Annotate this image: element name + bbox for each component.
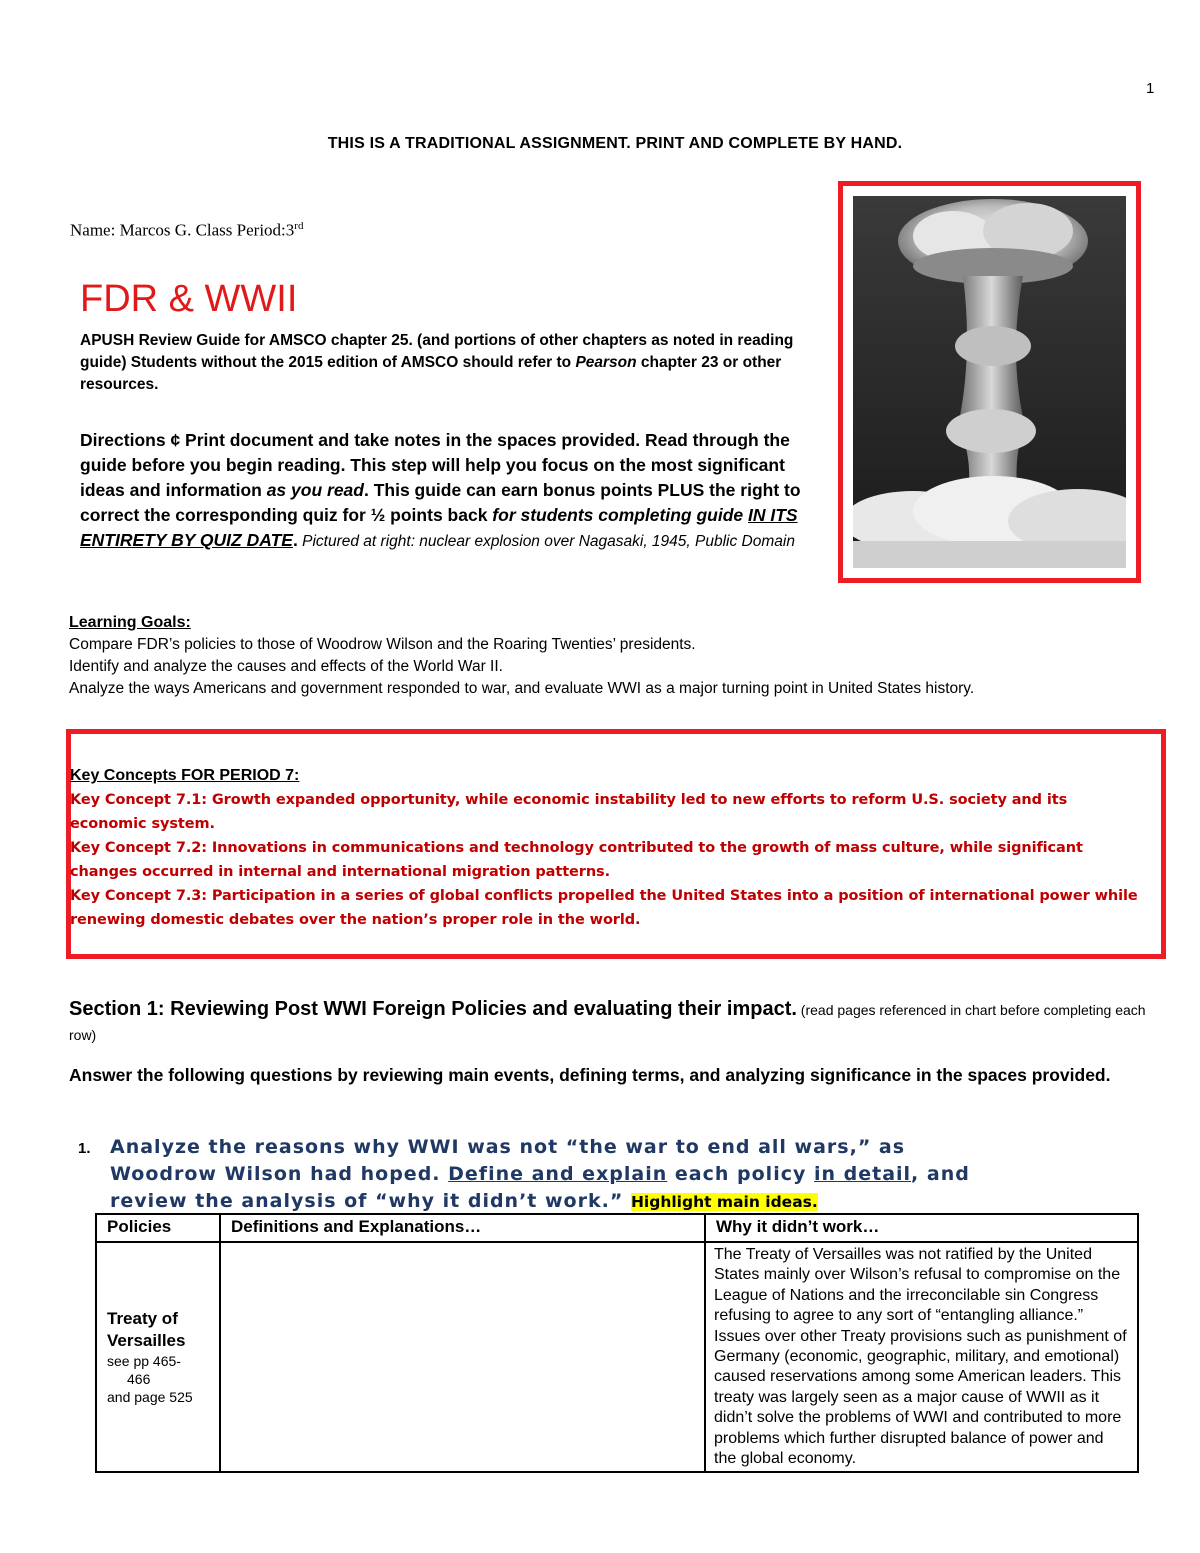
question-underline: Define and explain	[448, 1163, 668, 1185]
directions-italic: as you read	[266, 480, 364, 500]
section-note: (read pages referenced in chart before completing each row)	[69, 1002, 1146, 1043]
section-heading	[69, 997, 1159, 1047]
column-header-definitions: Definitions and Explanations…	[220, 1214, 705, 1242]
intro-text: APUSH Review Guide for AMSCO chapter 25. (and portions of other chapters as noted in reading guide) Students without the 2015 edition of AMSCO should refer to	[80, 332, 794, 371]
table-row	[96, 1242, 1138, 1472]
policy-name: Treaty of Versailles	[107, 1309, 186, 1351]
column-header-policies: Policies	[96, 1214, 220, 1242]
policy-reference: 466	[127, 1371, 151, 1388]
highlight-label: Highlight main ideas.	[630, 1193, 818, 1211]
directions-text-2: . This guide can earn bonus points PLUS the right to correct the corresponding quiz for ½ points back	[80, 480, 801, 525]
name-text: Name: Marcos G. Class Period:3	[70, 220, 295, 240]
learning-goals	[69, 612, 1169, 700]
table-header-row	[96, 1214, 1138, 1242]
photo-frame	[838, 181, 1141, 583]
key-concepts	[70, 764, 1140, 932]
period-suffix: rd	[294, 220, 304, 232]
why-cell: The Treaty of Versailles was not ratified by the United States mainly over Wilson’s refusal to compromise on the League of Nations and the irreconcilable sin Congress refusing to agree to any sort of “entangling alliance.” Issues over other Treaty provisions such as punishment of Germany (economic, geographic, military, and emotional) caused reservations among some American leaders. This treaty was largely seen as a major cause of WWII as it didn’t solve the problems of WWI and contributed to more problems which further disrupted balance of power and the global economy.	[705, 1242, 1138, 1472]
photo-caption: Pictured at right: nuclear explosion over Nagasaki, 1945, Public Domain	[297, 533, 795, 550]
answer-instructions: Answer the following questions by reviewing main events, defining terms, and analyzing significance in the spaces provided.	[69, 1065, 1111, 1085]
policies-table	[95, 1213, 1139, 1473]
question-number: 1.	[78, 1140, 91, 1157]
question-1	[110, 1134, 1010, 1216]
assignment-banner: THIS IS A TRADITIONAL ASSIGNMENT. PRINT AND COMPLETE BY HAND.	[327, 135, 903, 152]
student-name-line	[70, 220, 303, 241]
column-header-why: Why it didn’t work…	[705, 1214, 1138, 1242]
key-concept-item: Key Concept 7.3: Participation in a series of global conflicts propelled the United States into a position of international power while renewing domestic debates over the nation’s proper role in the world.	[70, 888, 1138, 928]
directions-deadline: IN ITS ENTIRETY BY QUIZ DATE	[80, 505, 798, 550]
question-text: Analyze the reasons why WWI was not “the war to end all wars,” as Woodrow Wilson had hoped.	[110, 1136, 906, 1185]
intro-italic: Pearson	[575, 354, 637, 371]
page-title: FDR & WWII	[80, 278, 298, 320]
learning-goal-item: Identify and analyze the causes and effects of the World War II.	[69, 658, 503, 675]
learning-goal-item: Analyze the ways Americans and government responded to war, and evaluate WWI as a major turning point in United States history.	[69, 680, 975, 697]
section-title: Section 1: Reviewing Post WWI Foreign Policies and evaluating their impact.	[69, 998, 797, 1020]
key-concepts-heading: Key Concepts FOR PERIOD 7:	[70, 767, 300, 784]
directions-paragraph	[80, 428, 815, 554]
learning-goals-heading: Learning Goals:	[69, 614, 191, 631]
learning-goal-item: Compare FDR’s policies to those of Woodrow Wilson and the Roaring Twenties’ presidents.	[69, 636, 696, 653]
mushroom-cloud-photo	[853, 196, 1126, 568]
directions-period: .	[292, 530, 298, 550]
key-concept-item: Key Concept 7.1: Growth expanded opportunity, while economic instability led to new efforts to reform U.S. society and its economic system.	[70, 792, 1068, 832]
directions-text: Directions ¢ Print document and take notes in the spaces provided. Read through the guide before you begin reading. This step will help you focus on the most significant ideas and information	[80, 430, 790, 500]
intro-text-end: chapter 23 or other resources.	[80, 354, 782, 393]
directions-italic-2: for students completing guide	[492, 505, 748, 525]
policy-reference: see pp 465-	[107, 1353, 181, 1370]
mushroom-cloud-icon	[853, 196, 1126, 568]
policy-reference: and page 525	[107, 1389, 193, 1406]
page-number: 1	[1146, 80, 1155, 97]
intro-paragraph	[80, 330, 815, 396]
question-text-2: each policy	[667, 1163, 814, 1185]
question-text-3: , and review the analysis of “why it didn’t work.”	[110, 1163, 970, 1212]
question-underline-2: in detail	[813, 1163, 912, 1185]
policy-cell	[96, 1242, 220, 1472]
key-concept-item: Key Concept 7.2: Innovations in communications and technology contributed to the growth of mass culture, while significant changes occurred in internal and international migration patterns.	[70, 840, 1083, 880]
definition-answer-cell[interactable]	[220, 1242, 705, 1472]
